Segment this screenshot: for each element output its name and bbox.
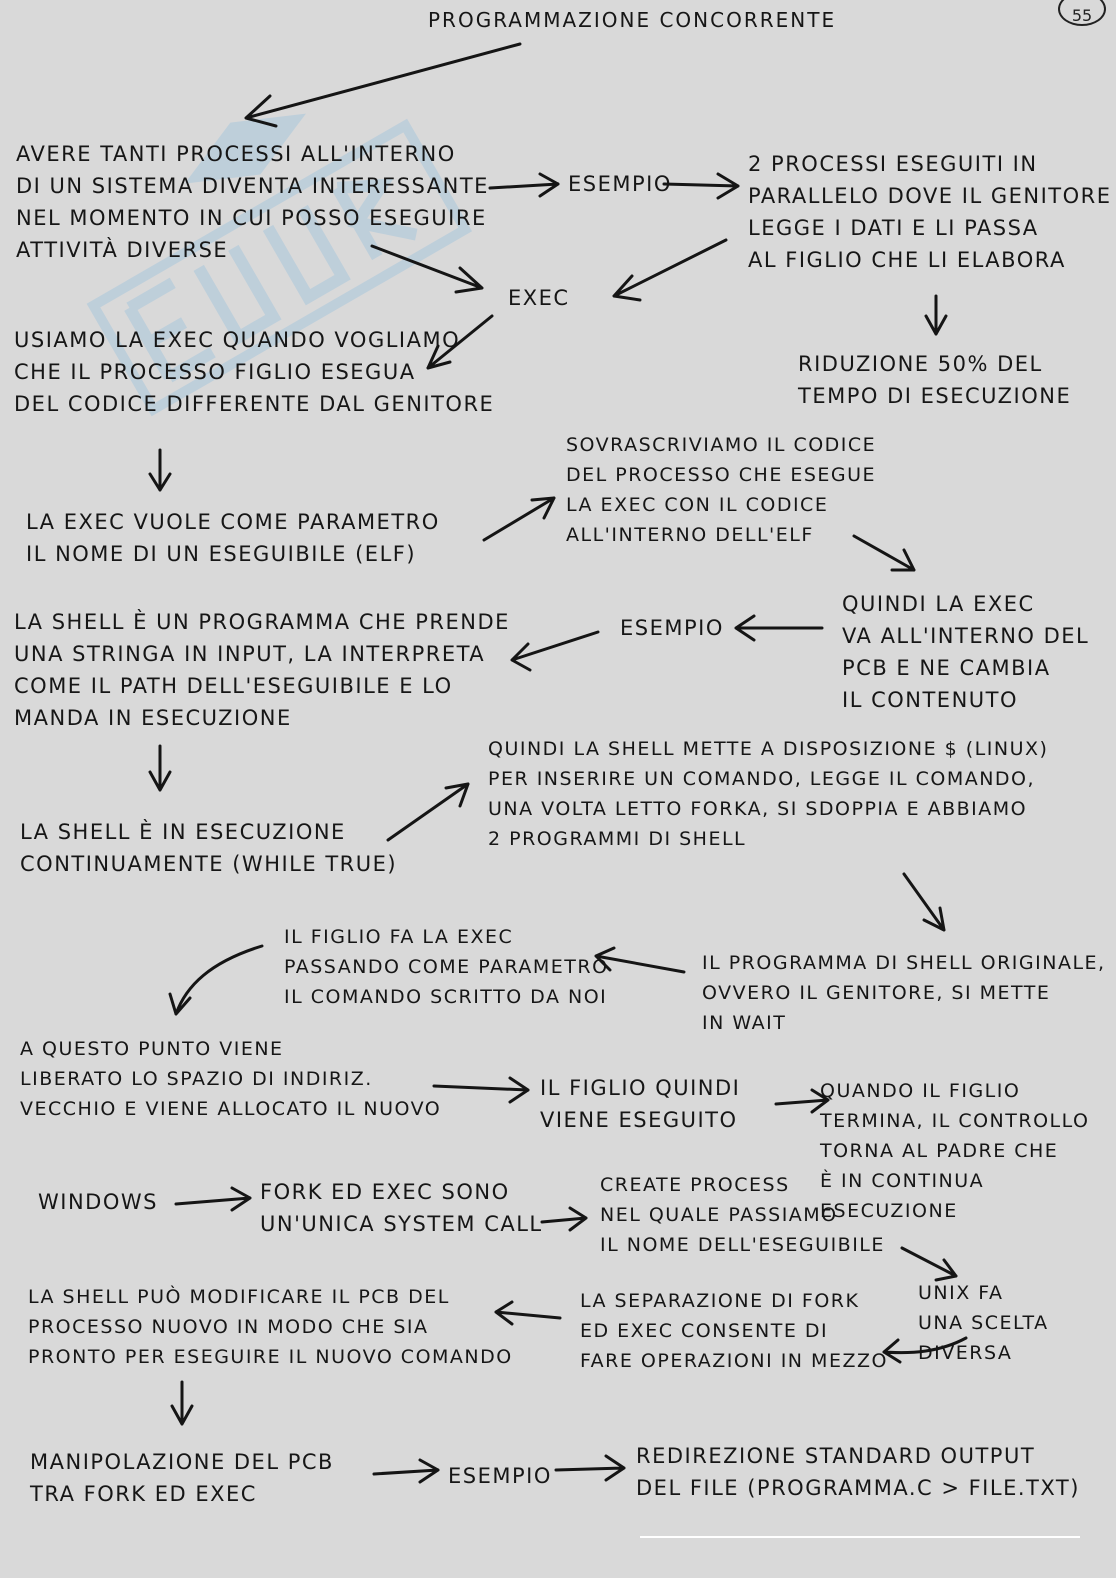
node-sovrascriviamo: SOVRASCRIVIAMO IL CODICE DEL PROCESSO CHE ESEGUE LA EXEC CON IL CODICE ALL'INTERNO DELL'ELF <box>566 434 877 546</box>
node-shell-fork: QUINDI LA SHELL METTE A DISPOSIZIONE $ (LINUX) PER INSERIRE UN COMANDO, LEGGE IL COMANDO, UNA VOLTA LETTO FORKA, SI SDOPPIA E ABBIAMO 2 PROGRAMMI DI SHELL <box>488 738 1049 850</box>
arrow-to-esempio-3 <box>374 1460 438 1482</box>
node-exec: EXEC <box>508 286 570 310</box>
arrow-to-figlio-exec <box>596 948 684 972</box>
node-processi-paralleli: 2 PROCESSI ESEGUITI IN PARALLELO DOVE IL GENITORE LEGGE I DATI E LI PASSA AL FIGLIO CHE LI ELABORA <box>748 152 1112 272</box>
node-esempio-3: ESEMPIO <box>448 1464 552 1488</box>
arrow-to-shell-programma <box>512 632 598 670</box>
arrow-exec-to-uso <box>428 316 492 368</box>
arrow-windows-to-syscall <box>176 1188 250 1210</box>
arrow-to-esempio-2 <box>736 616 822 640</box>
arrow-to-exec-parametro <box>150 450 170 490</box>
node-exec-pcb: QUINDI LA EXEC VA ALL'INTERNO DEL PCB E NE CAMBIA IL CONTENUTO <box>842 592 1090 712</box>
node-shell-programma: LA SHELL È UN PROGRAMMA CHE PRENDE UNA STRINGA IN INPUT, LA INTERPRETA COME IL PATH DELL'ESEGUIBILE E LO MANDA IN ESECUZIONE <box>14 610 510 730</box>
node-separazione: LA SEPARAZIONE DI FORK ED EXEC CONSENTE DI FARE OPERAZIONI IN MEZZO <box>580 1290 888 1372</box>
arrow-to-shell-while <box>150 746 170 790</box>
arrow-to-shell-fork <box>388 784 468 840</box>
scan-edge-line <box>640 1536 1080 1538</box>
node-manipolazione-pcb: MANIPOLAZIONE DEL PCB TRA FORK ED EXEC <box>30 1450 334 1506</box>
node-controllo-padre: QUANDO IL FIGLIO TERMINA, IL CONTROLLO TORNA AL PADRE CHE È IN CONTINUA ESECUZIONE <box>820 1080 1090 1222</box>
node-create-process: CREATE PROCESS NEL QUALE PASSIAMO IL NOME DELL'ESEGUIBILE <box>600 1174 885 1256</box>
node-figlio-eseguito: IL FIGLIO QUINDI VIENE ESEGUITO <box>540 1076 741 1132</box>
arrow-to-spazio-indirizzi <box>170 946 262 1014</box>
arrow-to-esempio-1 <box>490 174 558 196</box>
arrow-to-genitore-wait <box>904 874 944 930</box>
node-unix: UNIX FA UNA SCELTA DIVERSA <box>918 1282 1049 1364</box>
arrow-to-unix <box>902 1248 956 1280</box>
arrow-to-processi-paralleli <box>664 174 738 198</box>
node-genitore-wait: IL PROGRAMMA DI SHELL ORIGINALE, OVVERO IL GENITORE, SI METTE IN WAIT <box>702 952 1106 1034</box>
arrow-to-exec-left <box>372 246 482 292</box>
arrow-to-manipolazione <box>172 1382 192 1424</box>
arrow-to-controllo-padre <box>776 1090 828 1112</box>
page-title: PROGRAMMAZIONE CONCORRENTE <box>428 8 837 32</box>
node-unica-syscall: FORK ED EXEC SONO UN'UNICA SYSTEM CALL <box>260 1180 543 1236</box>
node-modifica-pcb: LA SHELL PUÒ MODIFICARE IL PCB DEL PROCESSO NUOVO IN MODO CHE SIA PRONTO PER ESEGUIRE IL NUOVO COMANDO <box>28 1286 513 1368</box>
node-esempio-2: ESEMPIO <box>620 616 724 640</box>
arrow-title-to-processi <box>246 44 520 126</box>
page-number: 55 <box>1058 0 1106 26</box>
node-spazio-indirizzi: A QUESTO PUNTO VIENE LIBERATO LO SPAZIO DI INDIRIZ. VECCHIO E VIENE ALLOCATO IL NUOVO <box>20 1038 442 1120</box>
arrow-to-redirezione <box>556 1456 624 1480</box>
arrow-to-separazione <box>884 1338 966 1362</box>
arrow-to-exec-pcb <box>854 536 914 570</box>
arrow-to-modifica-pcb <box>496 1302 560 1324</box>
arrow-to-sovrascriviamo <box>484 498 554 540</box>
arrow-to-riduzione <box>926 296 946 334</box>
node-figlio-exec: IL FIGLIO FA LA EXEC PASSANDO COME PARAMETRO IL COMANDO SCRITTO DA NOI <box>284 926 609 1008</box>
arrow-to-exec-right <box>614 240 726 300</box>
node-processi-interessanti: AVERE TANTI PROCESSI ALL'INTERNO DI UN SISTEMA DIVENTA INTERESSANTE NEL MOMENTO IN CUI POSSO ESEGUIRE ATTIVITÀ DIVERSE <box>16 142 489 262</box>
node-uso-exec: USIAMO LA EXEC QUANDO VOGLIAMO CHE IL PROCESSO FIGLIO ESEGUA DEL CODICE DIFFERENTE DAL GENITORE <box>14 328 495 416</box>
arrow-to-figlio-eseguito <box>434 1078 528 1102</box>
node-riduzione-tempo: RIDUZIONE 50% DEL TEMPO DI ESECUZIONE <box>798 352 1072 408</box>
node-windows: WINDOWS <box>38 1190 158 1214</box>
arrow-to-create-process <box>542 1208 586 1230</box>
node-esempio-1: ESEMPIO <box>568 172 672 196</box>
node-exec-parametro: LA EXEC VUOLE COME PARAMETRO IL NOME DI UN ESEGUIBILE (ELF) <box>26 510 440 566</box>
node-redirezione: REDIREZIONE STANDARD OUTPUT DEL FILE (PROGRAMMA.C > FILE.TXT) <box>636 1444 1080 1500</box>
node-shell-while-true: LA SHELL È IN ESECUZIONE CONTINUAMENTE (WHILE TRUE) <box>20 820 398 876</box>
